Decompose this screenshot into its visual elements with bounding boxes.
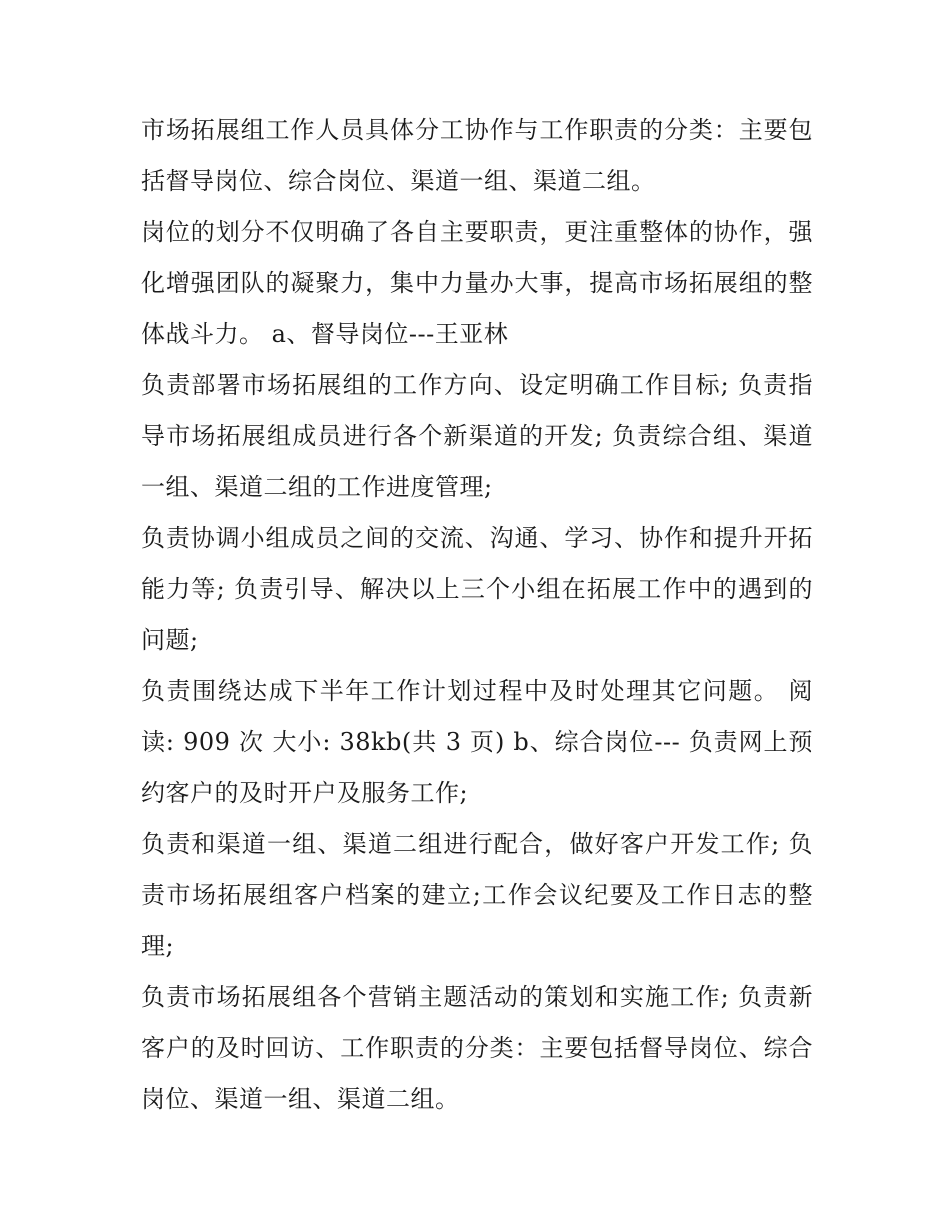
paragraph-supervisor-duties: 负责部署市场拓展组的工作方向、设定明确工作目标; 负责指导市场拓展组成员进行各个新渠道的开发; 负责综合组、渠道一组、渠道二组的工作进度管理; xyxy=(141,371,813,501)
paragraph-cooperation-duties: 负责和渠道一组、渠道二组进行配合，做好客户开发工作; 负责市场拓展组客户档案的建立;工作会议纪要及工作日志的整理; xyxy=(141,830,813,960)
paragraph-marketing-duties: 负责市场拓展组各个营销主题活动的策划和实施工作; 负责新客户的及时回访、工作职责的分类：主要包括督导岗位、综合岗位、渠道一组、渠道二组。 xyxy=(141,983,813,1113)
paragraph-role-purpose: 岗位的划分不仅明确了各自主要职责，更注重整体的协作，强化增强团队的凝聚力，集中力量办大事，提高市场拓展组的整体战斗力。 a、督导岗位---王亚林 xyxy=(141,218,813,348)
document-body xyxy=(141,105,813,1125)
paragraph-general-role: 负责围绕达成下半年工作计划过程中及时处理其它问题。 阅读: 909 次 大小: 38kb(共 3 页) b、综合岗位--- 负责网上预约客户的及时开户及服务工作; xyxy=(141,677,813,807)
paragraph-division-overview: 市场拓展组工作人员具体分工协作与工作职责的分类：主要包括督导岗位、综合岗位、渠道一组、渠道二组。 xyxy=(141,116,813,195)
paragraph-coordination-duties: 负责协调小组成员之间的交流、沟通、学习、协作和提升开拓能力等; 负责引导、解决以上三个小组在拓展工作中的遇到的问题; xyxy=(141,524,813,654)
